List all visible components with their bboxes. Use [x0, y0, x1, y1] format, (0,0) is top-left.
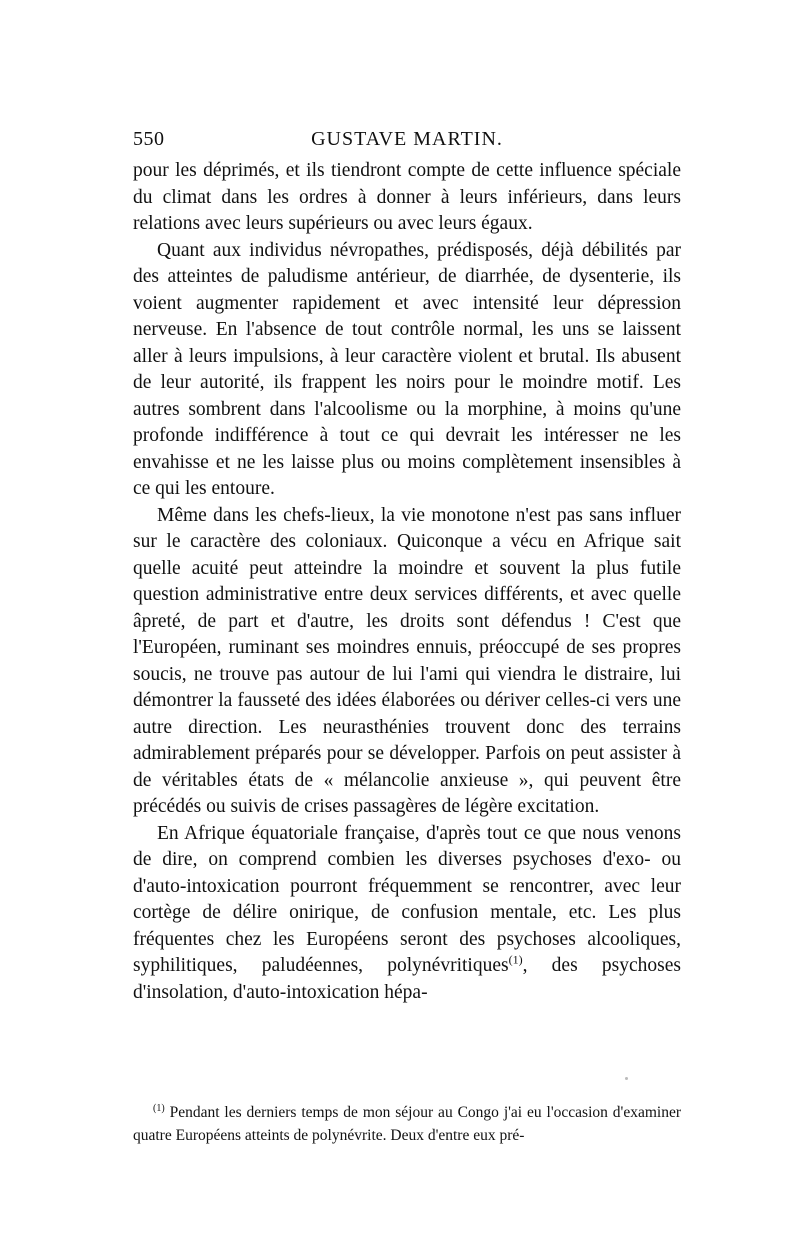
paragraph-4-text: En Afrique équatoriale française, d'après tout ce que nous venons de dire, on comprend combien les diverses psychoses d'exo- ou d'auto-intoxication pourront fréquemment se rencontrer, avec leur cortège de délire onirique, de confusion mentale, etc. Les plus fréquentes chez les Européens seront des psychoses alcooliques, syphilitiques, paludéennes, polynévritiques: [133, 822, 681, 976]
page-column: [133, 128, 681, 1006]
paragraph-4: [133, 821, 681, 1007]
running-title: GUSTAVE MARTIN.: [311, 128, 503, 150]
footnote: [133, 1101, 681, 1147]
footnote-text: Pendant les derniers temps de mon séjour au Congo j'ai eu l'occasion d'examiner quatre Européens atteints de polynévrite. Deux d'entre eux pré-: [133, 1104, 681, 1144]
body-text: [133, 158, 681, 1006]
footnote-reference[interactable]: (1): [508, 952, 523, 967]
print-speck: [625, 1077, 628, 1080]
running-head: [133, 128, 681, 154]
paragraph-2: Quant aux individus névropathes, prédisposés, déjà débilités par des atteintes de paludisme antérieur, de diarrhée, de dysenterie, ils voient augmenter rapidement et avec intensité leur dépression nerveuse. En l'absence de tout contrôle normal, les uns se laissent aller à leurs impulsions, à leur caractère violent et brutal. Ils abusent de leur autorité, ils frappent les noirs pour le moindre motif. Les autres sombrent dans l'alcoolisme ou la morphine, à moins qu'une profonde indifférence à tout ce qui devrait les intéresser ne les envahisse et ne les laisse plus ou moins complètement insensibles à ce qui les entoure.: [133, 239, 681, 499]
footnote-area: [133, 1101, 681, 1147]
footnote-mark: (1): [153, 1102, 165, 1114]
paragraph-1: pour les déprimés, et ils tiendront compte de cette influence spéciale du climat dans les ordres à donner à leurs inférieurs, dans leurs relations avec leurs supérieurs ou avec leurs égaux.: [133, 160, 681, 234]
paragraph-3: Même dans les chefs-lieux, la vie monotone n'est pas sans influer sur le caractère des coloniaux. Quiconque a vécu en Afrique sait quelle acuité peut atteindre la moindre et souvent la plus futile question administrative entre deux services différents, et avec quelle âpreté, de part et d'autre, les droits sont défendus ! C'est que l'Européen, ruminant ses moindres ennuis, préoccupé de ses propres soucis, ne trouve pas autour de lui l'ami qui viendra le distraire, lui démontrer la fausseté des idées élaborées ou dériver celles-ci vers une autre direction. Les neurasthénies trouvent donc des terrains admirablement préparés pour se développer. Parfois on peut assister à de véritables états de « mélancolie anxieuse », qui peuvent être précédés ou suivis de crises passagères de légère excitation.: [133, 504, 681, 817]
paragraph-4-continuation: , des psychoses d'insolation, d'auto-intoxication hépa-: [133, 955, 681, 1003]
page-number: 550: [133, 128, 165, 150]
